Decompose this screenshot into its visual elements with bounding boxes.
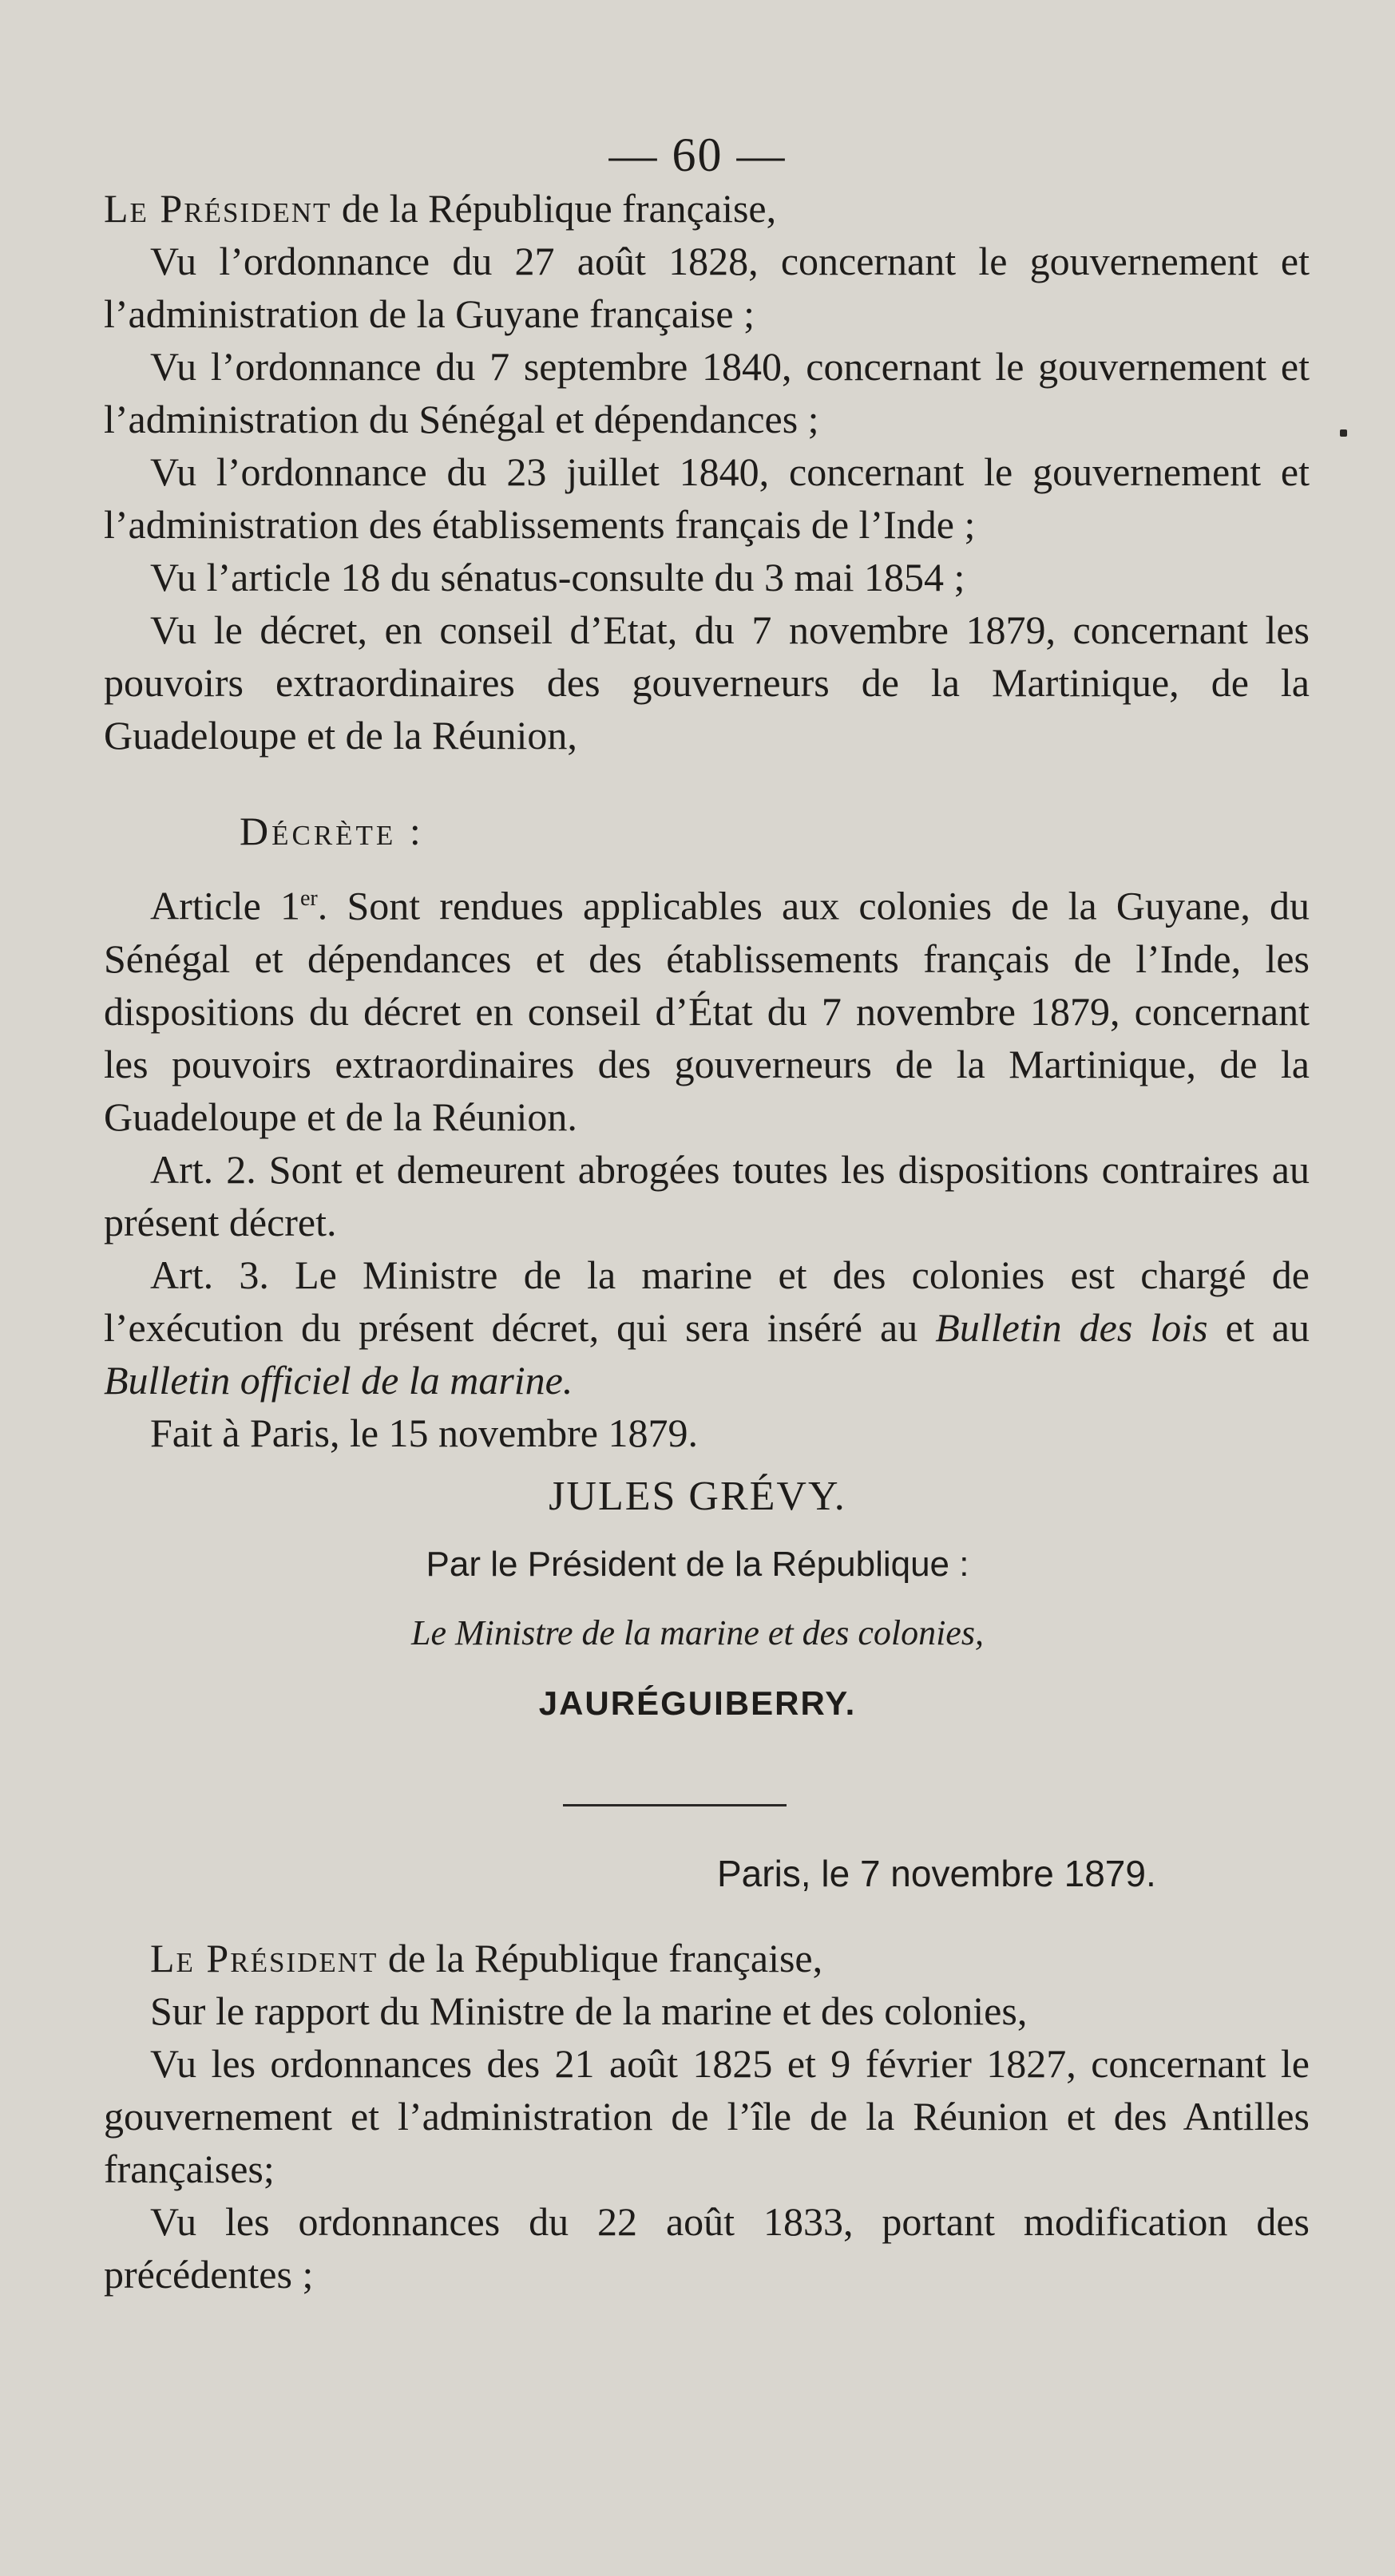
opening-rest-2: de la République française, (378, 1936, 823, 1980)
par-le-president: Par le Président de la République : (426, 1545, 969, 1584)
bulletin-des-lois: Bulletin des lois (935, 1304, 1208, 1350)
decree2-opening (104, 1932, 1310, 1984)
decree2-dateline: Paris, le 7 novembre 1879. (717, 1853, 1156, 1894)
vu-senegal: Vu l’ordonnance du 7 septembre 1840, concernant le gouvernement et l’administration du Sénégal et dépendances ; (104, 344, 1310, 441)
vu-guyane: Vu l’ordonnance du 27 août 1828, concernant le gouvernement et l’administration de la Guyane française ; (104, 239, 1310, 336)
fait-a-paris: Fait à Paris, le 15 novembre 1879. (150, 1410, 698, 1455)
signature-ministre: JAURÉGUIBERRY. (538, 1684, 857, 1722)
vu-decret: Vu le décret, en conseil d’Etat, du 7 novembre 1879, concernant les pouvoirs extraordinaires des gouverneurs de la Martinique, de la Guadeloupe et de la Réunion, (104, 607, 1310, 758)
decrete-heading: Décrète : (240, 809, 424, 853)
article-3-mid: et au (1207, 1304, 1310, 1350)
opening-rest: de la République française, (331, 186, 777, 231)
signature-president: JULES GRÉVY. (549, 1474, 846, 1519)
article-2: Art. 2. Sont et demeurent abrogées toutes les dispositions contraires au présent décret. (104, 1146, 1310, 1244)
article-1-label: Article 1 (150, 883, 300, 928)
ministre-title: Le Ministre de la marine et des colonies, (411, 1613, 984, 1652)
opening-president: Le Président (104, 186, 332, 231)
article-1 (104, 873, 1310, 1143)
decree2-preamble (104, 1932, 1310, 2301)
opening-president-2: Le Président (150, 1936, 378, 1980)
vu-senatus: Vu l’article 18 du sénatus-consulte du 3 mai 1854 ; (150, 555, 965, 599)
vu-ordonnances-1833: Vu les ordonnances du 22 août 1833, portant modification des précédentes ; (104, 2199, 1310, 2297)
bulletin-officiel: Bulletin officiel de la marine. (104, 1357, 573, 1403)
decree1-preamble (104, 182, 1310, 762)
decree1-opening (104, 182, 1310, 235)
article-3 (104, 1248, 1310, 1407)
article-1-text: . Sont rendues applicables aux colonies de la Guyane, du Sénégal et dépendances et des établissements français de l’Inde, les dispositions du décret en conseil d’État du 7 novembre 1879, concernant les pouvoirs extraordinaires des gouverneurs de la Martinique, de la Guadeloupe et de la Réunion. (104, 883, 1310, 1139)
sur-le-rapport: Sur le rapport du Ministre de la marine et des colonies, (150, 1988, 1028, 2033)
vu-inde: Vu l’ordonnance du 23 juillet 1840, concernant le gouvernement et l’administration des établissements français de l’Inde ; (104, 449, 1310, 547)
section-divider (563, 1804, 787, 1806)
ink-mark (1340, 429, 1347, 437)
page-number: — 60 — (608, 129, 787, 181)
article-3-text: Art. 3. Le Ministre de la marine et des colonies est chargé de l’exécution du présent décret, qui sera inséré au (104, 1252, 1310, 1350)
article-1-sup: er (300, 886, 318, 911)
decree1-articles (104, 873, 1310, 1459)
vu-ordonnances-1825: Vu les ordonnances des 21 août 1825 et 9 février 1827, concernant le gouvernement et l’administration de l’île de la Réunion et des Antilles françaises; (104, 2041, 1310, 2191)
